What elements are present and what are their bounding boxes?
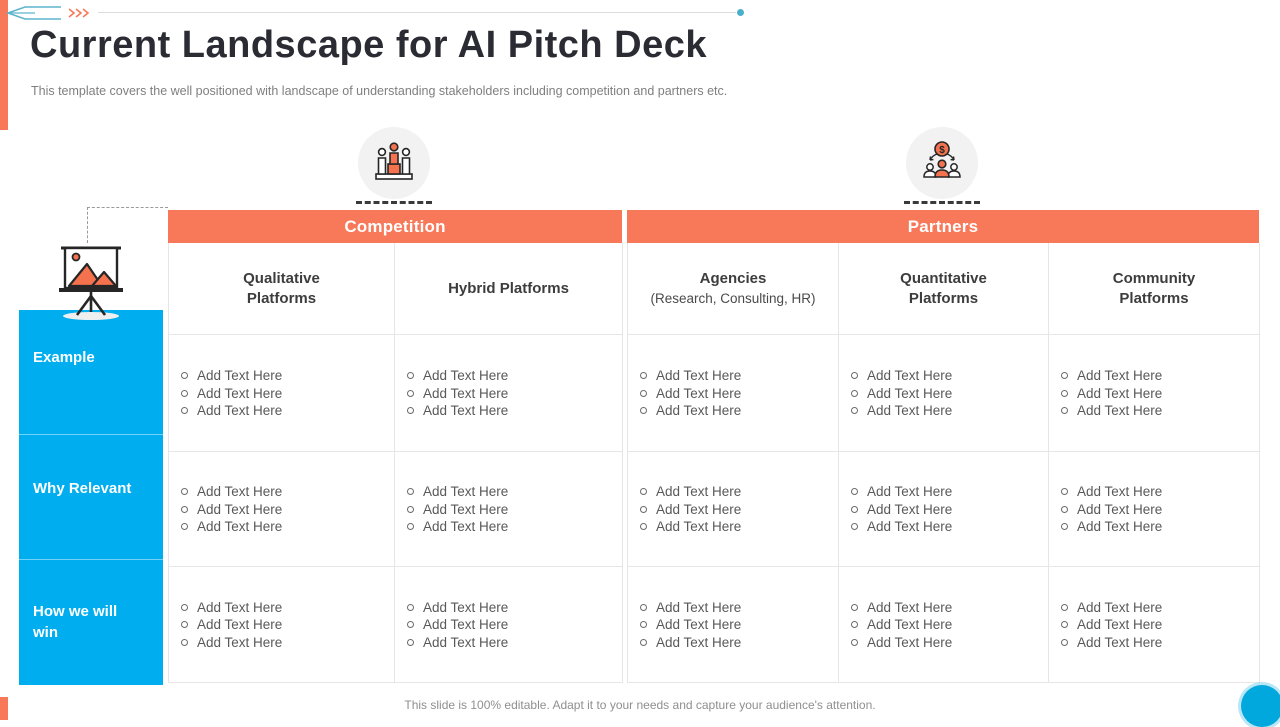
column-header-qualitative-platforms — [169, 243, 395, 335]
circle-bullet-icon — [851, 372, 858, 379]
bullet-item — [640, 500, 838, 518]
line-end-dot-icon — [737, 9, 744, 16]
circle-bullet-icon — [181, 390, 188, 397]
cell-how-we-win-quantitative — [839, 567, 1049, 683]
cell-why-relevant-community — [1049, 452, 1260, 567]
placeholder-text: Add Text Here — [867, 519, 953, 534]
placeholder-text: Add Text Here — [656, 634, 742, 650]
bullet-item — [181, 483, 394, 501]
bullet-item — [1061, 483, 1259, 501]
partners-table — [627, 243, 1260, 683]
cell-why-relevant-qualitative — [169, 452, 395, 567]
circle-bullet-icon — [851, 621, 858, 628]
column-header-hybrid-platforms — [395, 243, 623, 335]
bullet-item — [181, 500, 394, 518]
circle-bullet-icon — [640, 639, 647, 646]
placeholder-text: Add Text Here — [1077, 484, 1163, 499]
circle-bullet-icon — [181, 407, 188, 414]
bullet-item — [851, 500, 1048, 518]
circle-bullet-icon — [851, 604, 858, 611]
cell-how-we-win-community — [1049, 567, 1260, 683]
circle-bullet-icon — [407, 390, 414, 397]
placeholder-text: Add Text Here — [423, 599, 509, 615]
circle-bullet-icon — [851, 523, 858, 530]
placeholder-text: Add Text Here — [1077, 519, 1163, 534]
cell-why-relevant-hybrid — [395, 452, 623, 567]
bullet-item — [181, 598, 394, 616]
placeholder-text: Add Text Here — [423, 634, 509, 650]
circle-bullet-icon — [407, 488, 414, 495]
bullet-item — [407, 518, 622, 536]
circle-bullet-icon — [181, 604, 188, 611]
circle-bullet-icon — [1061, 604, 1068, 611]
row-label: Why Relevant — [33, 479, 132, 497]
bullet-item — [407, 402, 622, 420]
bullet-item — [407, 500, 622, 518]
bullet-item — [851, 518, 1048, 536]
bullet-item — [1061, 402, 1259, 420]
placeholder-text: Add Text Here — [1077, 501, 1163, 517]
cell-example-hybrid — [395, 335, 623, 452]
placeholder-text: Add Text Here — [423, 484, 509, 499]
competition-icon-circle — [358, 127, 430, 199]
bullet-item — [851, 598, 1048, 616]
placeholder-text: Add Text Here — [197, 519, 283, 534]
row-label: How we will win — [33, 603, 118, 641]
placeholder-text: Add Text Here — [1077, 617, 1163, 632]
circle-bullet-icon — [407, 604, 414, 611]
bullet-item — [640, 483, 838, 501]
column-header-agencies — [628, 243, 839, 335]
row-label-sidebar — [19, 310, 163, 685]
partners-header-label: Partners — [907, 216, 979, 236]
bullet-item — [851, 483, 1048, 501]
bullet-item — [181, 616, 394, 634]
bullet-item — [181, 402, 394, 420]
arrow-flourish-icon — [5, 3, 97, 23]
row-label: Example — [33, 348, 95, 366]
cell-how-we-win-agencies — [628, 567, 839, 683]
placeholder-text: Add Text Here — [867, 599, 953, 615]
bullet-item — [1061, 616, 1259, 634]
placeholder-text: Add Text Here — [867, 501, 953, 517]
bottom-right-circle-decoration — [1241, 685, 1280, 727]
circle-bullet-icon — [1061, 639, 1068, 646]
placeholder-text: Add Text Here — [423, 617, 509, 632]
cell-how-we-win-qualitative — [169, 567, 395, 683]
bullet-item — [407, 367, 622, 385]
placeholder-text: Add Text Here — [197, 634, 283, 650]
placeholder-text: Add Text Here — [1077, 599, 1163, 615]
circle-bullet-icon — [640, 523, 647, 530]
partners-header-bar — [627, 210, 1259, 243]
bullet-item — [640, 367, 838, 385]
placeholder-text: Add Text Here — [867, 385, 953, 401]
circle-bullet-icon — [640, 372, 647, 379]
page-title: Current Landscape for AI Pitch Deck — [30, 24, 708, 66]
bullet-item — [640, 616, 838, 634]
circle-bullet-icon — [640, 488, 647, 495]
circle-bullet-icon — [1061, 372, 1068, 379]
bullet-item — [640, 518, 838, 536]
circle-bullet-icon — [1061, 488, 1068, 495]
bullet-item — [181, 367, 394, 385]
placeholder-text: Add Text Here — [423, 385, 509, 401]
bullet-item — [407, 616, 622, 634]
page-subtitle: This template covers the well positioned with landscape of understanding stakeholders including competition and partners etc. — [31, 84, 728, 98]
circle-bullet-icon — [407, 621, 414, 628]
bullet-item — [181, 633, 394, 651]
bullet-item — [640, 384, 838, 402]
cell-example-qualitative — [169, 335, 395, 452]
placeholder-text: Add Text Here — [656, 403, 742, 418]
circle-bullet-icon — [851, 506, 858, 513]
placeholder-text: Add Text Here — [197, 484, 283, 499]
placeholder-text: Add Text Here — [656, 368, 742, 383]
placeholder-text: Add Text Here — [197, 617, 283, 632]
bullet-item — [851, 384, 1048, 402]
circle-bullet-icon — [640, 407, 647, 414]
bullet-item — [1061, 633, 1259, 651]
bullet-item — [407, 483, 622, 501]
bullet-item — [407, 384, 622, 402]
competition-table — [168, 243, 623, 683]
partners-icon-circle — [906, 127, 978, 199]
bullet-item — [1061, 384, 1259, 402]
placeholder-text: Add Text Here — [867, 634, 953, 650]
circle-bullet-icon — [407, 639, 414, 646]
top-divider-line — [98, 12, 736, 13]
bullet-item — [407, 633, 622, 651]
circle-bullet-icon — [1061, 506, 1068, 513]
bullet-item — [851, 402, 1048, 420]
partners-icon-ground-line — [904, 201, 980, 204]
column-header-community-platforms — [1049, 243, 1260, 335]
sidebar-row-example — [19, 310, 163, 435]
placeholder-text: Add Text Here — [656, 599, 742, 615]
placeholder-text: Add Text Here — [197, 403, 283, 418]
bullet-item — [851, 616, 1048, 634]
cell-example-quantitative — [839, 335, 1049, 452]
circle-bullet-icon — [640, 604, 647, 611]
svg-text:$: $ — [939, 145, 945, 156]
circle-bullet-icon — [181, 621, 188, 628]
circle-bullet-icon — [640, 621, 647, 628]
placeholder-text: Add Text Here — [1077, 403, 1163, 418]
circle-bullet-icon — [181, 488, 188, 495]
circle-bullet-icon — [181, 523, 188, 530]
circle-bullet-icon — [181, 639, 188, 646]
bullet-item — [640, 633, 838, 651]
bullet-item — [1061, 500, 1259, 518]
placeholder-text: Add Text Here — [656, 385, 742, 401]
placeholder-text: Add Text Here — [197, 385, 283, 401]
circle-bullet-icon — [851, 488, 858, 495]
circle-bullet-icon — [640, 506, 647, 513]
placeholder-text: Add Text Here — [656, 617, 742, 632]
bullet-item — [1061, 518, 1259, 536]
placeholder-text: Add Text Here — [423, 403, 509, 418]
column-header-quantitative-platforms — [839, 243, 1049, 335]
column-title: Community Platforms — [1112, 270, 1196, 307]
circle-bullet-icon — [640, 390, 647, 397]
cell-example-agencies — [628, 335, 839, 452]
circle-bullet-icon — [407, 407, 414, 414]
placeholder-text: Add Text Here — [1077, 368, 1163, 383]
column-title: Agencies — [699, 269, 767, 287]
circle-bullet-icon — [1061, 621, 1068, 628]
placeholder-text: Add Text Here — [867, 368, 953, 383]
placeholder-text: Add Text Here — [423, 501, 509, 517]
placeholder-text: Add Text Here — [867, 403, 953, 418]
circle-bullet-icon — [1061, 390, 1068, 397]
circle-bullet-icon — [851, 407, 858, 414]
bullet-item — [1061, 598, 1259, 616]
footer-note: This slide is 100% editable. Adapt it to your needs and capture your audience's attention. — [404, 698, 876, 712]
cell-why-relevant-quantitative — [839, 452, 1049, 567]
placeholder-text: Add Text Here — [656, 519, 742, 534]
cell-why-relevant-agencies — [628, 452, 839, 567]
cell-how-we-win-hybrid — [395, 567, 623, 683]
placeholder-text: Add Text Here — [197, 368, 283, 383]
circle-bullet-icon — [181, 506, 188, 513]
competition-icon-ground-line — [356, 201, 432, 204]
placeholder-text: Add Text Here — [423, 519, 509, 534]
competition-header-label: Competition — [344, 216, 446, 236]
cell-example-community — [1049, 335, 1260, 452]
column-title: Qualitative Platforms — [243, 270, 320, 307]
placeholder-text: Add Text Here — [1077, 385, 1163, 401]
placeholder-text: Add Text Here — [656, 484, 742, 499]
bullet-item — [640, 598, 838, 616]
circle-bullet-icon — [1061, 407, 1068, 414]
competition-header-bar — [168, 210, 622, 243]
placeholder-text: Add Text Here — [1077, 634, 1163, 650]
circle-bullet-icon — [851, 639, 858, 646]
circle-bullet-icon — [851, 390, 858, 397]
sidebar-row-how-we-will-win — [19, 560, 163, 685]
circle-bullet-icon — [407, 372, 414, 379]
people-money-icon — [918, 139, 966, 187]
bullet-item — [1061, 367, 1259, 385]
presentation-easel-icon — [43, 236, 139, 322]
circle-bullet-icon — [181, 372, 188, 379]
placeholder-text: Add Text Here — [867, 617, 953, 632]
bullet-item — [407, 598, 622, 616]
column-title: Quantitative Platforms — [900, 270, 987, 307]
podium-winner-icon — [370, 139, 418, 187]
column-subtitle: (Research, Consulting, HR) — [650, 291, 816, 307]
bullet-item — [181, 384, 394, 402]
bullet-item — [640, 402, 838, 420]
placeholder-text: Add Text Here — [197, 501, 283, 517]
placeholder-text: Add Text Here — [867, 484, 953, 499]
sidebar-row-why-relevant — [19, 435, 163, 560]
placeholder-text: Add Text Here — [197, 599, 283, 615]
placeholder-text: Add Text Here — [656, 501, 742, 517]
placeholder-text: Add Text Here — [423, 368, 509, 383]
circle-bullet-icon — [407, 523, 414, 530]
circle-bullet-icon — [1061, 523, 1068, 530]
bullet-item — [851, 633, 1048, 651]
bullet-item — [851, 367, 1048, 385]
circle-bullet-icon — [407, 506, 414, 513]
bullet-item — [181, 518, 394, 536]
column-title: Hybrid Platforms — [448, 279, 569, 297]
